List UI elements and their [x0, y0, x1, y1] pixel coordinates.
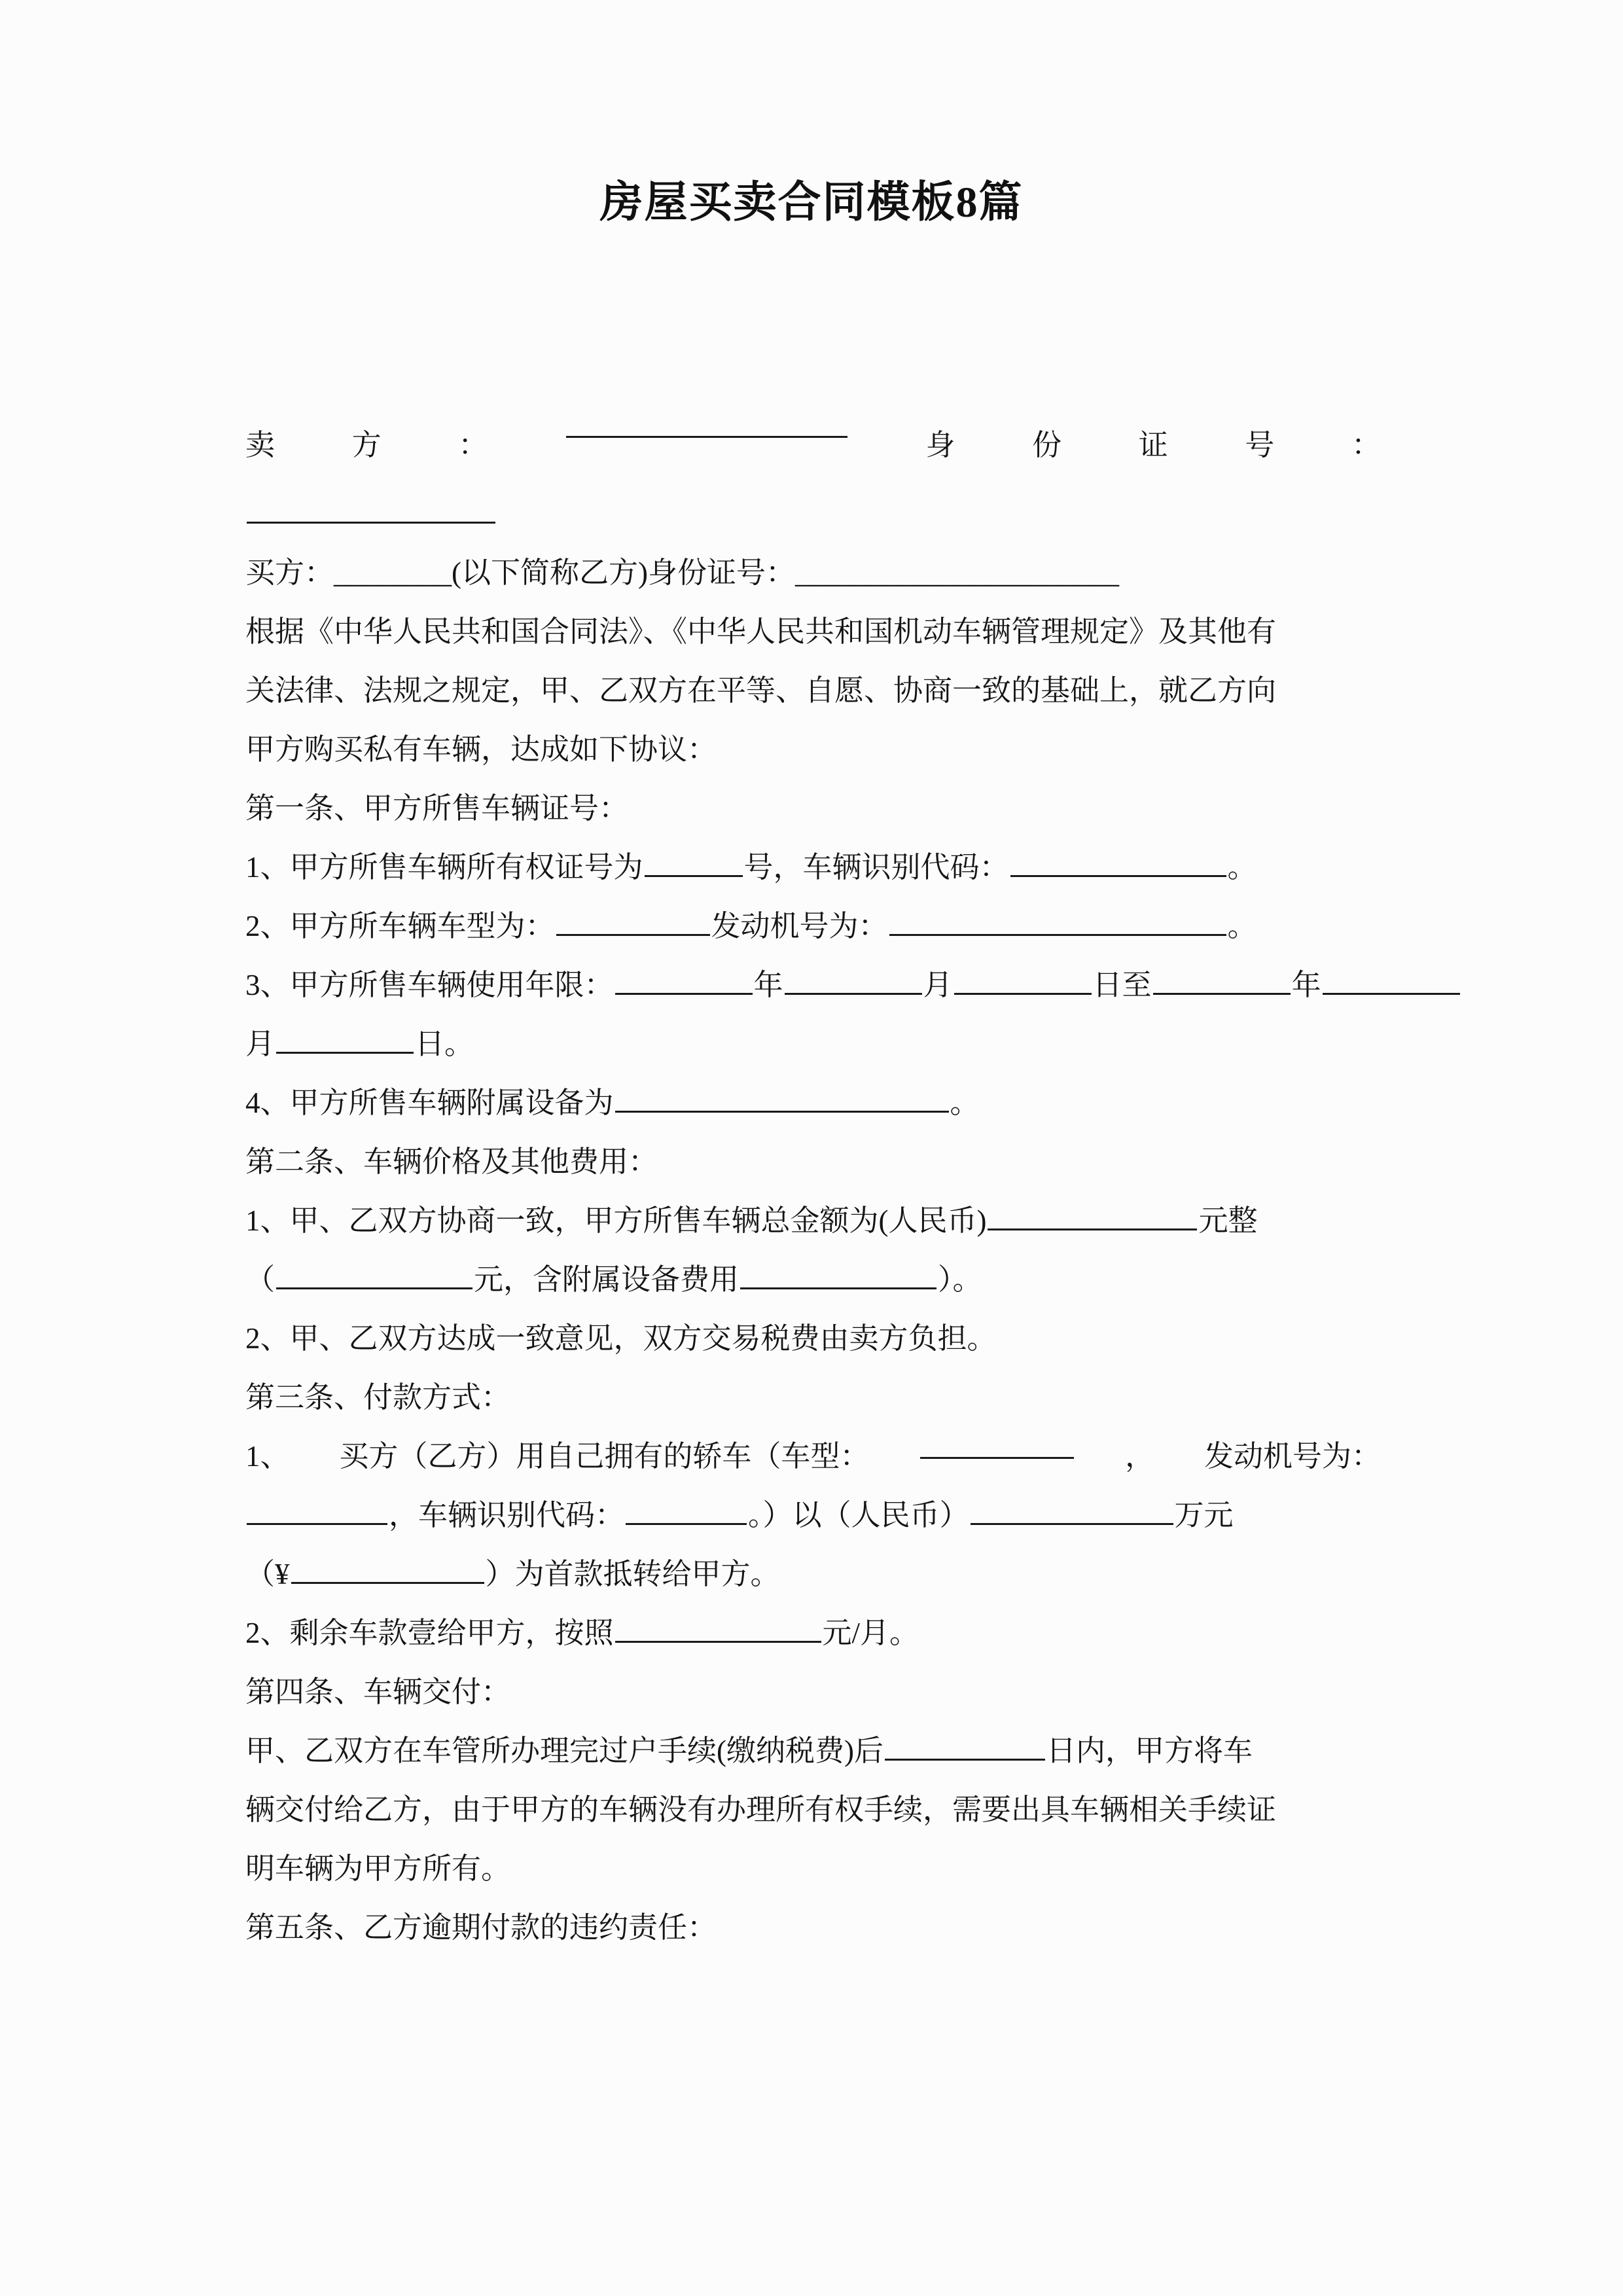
article-1-item-4-text-b: 。 — [950, 1086, 980, 1119]
vehicle-model-blank[interactable] — [556, 904, 710, 936]
article-2-item-1-wrap-text-c: ）。 — [938, 1263, 982, 1296]
article-1-item-4-text-a: 4、甲方所售车辆附属设备为 — [245, 1086, 614, 1119]
id-char-3: 证 — [1138, 429, 1168, 461]
buyer-car-value-blank[interactable] — [971, 1493, 1173, 1525]
article-3-heading: 第三条、付款方式： — [245, 1381, 511, 1414]
article-3-item-1-wrap2-text-a: （¥ — [245, 1558, 290, 1590]
id-char-1: 身 — [925, 429, 955, 461]
use-start-year-blank[interactable] — [615, 963, 753, 995]
article-1-item-3-text-a: 3、甲方所售车辆使用年限： — [245, 969, 614, 1001]
article-1-item-1-text-a: 1、甲方所售车辆所有权证号为 — [245, 851, 643, 884]
ownership-cert-no-blank[interactable] — [645, 845, 743, 877]
article-4-item-1 — [245, 1721, 1381, 1780]
total-amount-blank[interactable] — [988, 1198, 1197, 1230]
seller-name-blank[interactable] — [566, 406, 847, 438]
engine-no-blank[interactable] — [889, 904, 1226, 936]
accessory-equipment-blank[interactable] — [615, 1081, 949, 1113]
document-body — [245, 406, 1381, 1957]
article-1-item-1-text-c: 。 — [1227, 851, 1257, 884]
seller-line — [245, 406, 1381, 484]
article-1-item-3-text-d: 日至 — [1092, 969, 1152, 1001]
article-3-item-1-wrap-text-d: 万元 — [1174, 1499, 1234, 1532]
delivery-days-blank[interactable] — [885, 1729, 1045, 1761]
article-2-item-1-wrap-text-b: 元，含附属设备费用 — [474, 1263, 740, 1296]
article-3-item-1-wrap — [245, 1486, 1381, 1545]
article-2-heading: 第二条、车辆价格及其他费用： — [245, 1145, 658, 1178]
article-2-item-1-text-a: 1、甲、乙双方协商一致，甲方所售车辆总金额为(人民币) — [245, 1204, 987, 1237]
article-1-item-2-text-a: 2、甲方所车辆车型为： — [245, 910, 555, 942]
article-5-heading: 第五条、乙方逾期付款的违约责任： — [245, 1911, 717, 1944]
monthly-payment-blank[interactable] — [615, 1611, 821, 1643]
id-char-2: 份 — [1032, 429, 1062, 461]
article-4-heading: 第四条、车辆交付： — [245, 1676, 511, 1708]
article-1-item-3-text-e: 年 — [1291, 969, 1321, 1001]
buyer-line: 买方：________(以下简称乙方)身份证号：______________________ — [245, 556, 1119, 589]
article-1-item-3-wrap — [245, 1014, 1381, 1073]
use-end-day-blank[interactable] — [276, 1022, 414, 1054]
preamble-line-1: 根据《中华人民共和国合同法》、《中华人民共和国机动车辆管理规定》及其他有 — [245, 615, 1277, 648]
preamble-line-3: 甲方购买私有车辆，达成如下协议： — [245, 733, 717, 766]
article-1-item-1 — [245, 838, 1381, 897]
buyer-car-engine-no-blank[interactable] — [247, 1493, 387, 1525]
use-end-month-blank[interactable] — [1323, 963, 1460, 995]
article-2-item-1-text-b: 元整 — [1198, 1204, 1258, 1237]
article-3-item-1-wrap2-text-b: ）为首款抵转给甲方。 — [485, 1558, 780, 1590]
article-1-item-3 — [245, 956, 1381, 1014]
buyer-car-model-blank[interactable] — [920, 1427, 1074, 1459]
article-3-item-2 — [245, 1604, 1381, 1662]
seller-id-continuation-line — [245, 484, 1381, 543]
article-1-item-4 — [245, 1073, 1381, 1132]
article-4-item-1-text-a: 甲、乙双方在车管所办理完过户手续(缴纳税费)后 — [245, 1734, 883, 1767]
article-4-item-1-wrap-2: 明车辆为甲方所有。 — [245, 1852, 511, 1885]
seller-label-char-1: 卖 — [245, 429, 276, 461]
use-start-month-blank[interactable] — [785, 963, 922, 995]
article-1-item-3-text-b: 年 — [753, 969, 783, 1001]
article-3-item-1-text-d: 发动机号为： — [1204, 1440, 1381, 1473]
article-3-item-2-text-a: 2、剩余车款壹给甲方，按照 — [245, 1617, 614, 1649]
buyer-car-vin-blank[interactable] — [626, 1493, 747, 1525]
amount-numeric-blank[interactable] — [276, 1257, 473, 1289]
vin-code-blank[interactable] — [1010, 845, 1226, 877]
accessory-fee-blank[interactable] — [740, 1257, 936, 1289]
seller-label-char-2: 方 — [351, 429, 382, 461]
article-1-item-3-text-c: 月 — [923, 969, 953, 1001]
article-1-item-1-text-b: 号，车辆识别代码： — [743, 851, 1009, 884]
article-2-item-1 — [245, 1191, 1381, 1250]
article-3-item-1-comma: ， — [1125, 1440, 1155, 1473]
article-2-item-2: 2、甲、乙双方达成一致意见，双方交易税费由卖方负担。 — [245, 1322, 997, 1355]
article-1-heading: 第一条、甲方所售车辆证号： — [245, 792, 629, 825]
article-4-item-1-wrap: 辆交付给乙方，由于甲方的车辆没有办理所有权手续，需要出具车辆相关手续证 — [245, 1793, 1277, 1826]
down-payment-numeric-blank[interactable] — [291, 1552, 484, 1584]
article-2-item-1-wrap — [245, 1250, 1381, 1309]
article-2-item-1-wrap-text-a: （ — [245, 1263, 276, 1296]
id-colon: ： — [1351, 429, 1381, 461]
article-1-item-3-wrap-text-b: 日。 — [415, 1028, 474, 1060]
seller-colon: ： — [458, 429, 488, 461]
page-title: 房屋买卖合同模板8篇 — [599, 179, 1024, 226]
article-3-item-1 — [245, 1427, 1381, 1486]
seller-id-blank[interactable] — [247, 492, 495, 524]
article-1-item-2-text-b: 发动机号为： — [711, 910, 888, 942]
article-3-item-1-wrap-text-c: 。）以（人民币） — [748, 1499, 969, 1532]
article-3-item-2-text-b: 元/月。 — [822, 1617, 919, 1649]
use-start-day-blank[interactable] — [954, 963, 1092, 995]
id-char-4: 号 — [1245, 429, 1275, 461]
article-1-item-3-wrap-text-a: 月 — [245, 1028, 276, 1060]
use-end-year-blank[interactable] — [1153, 963, 1291, 995]
article-1-item-2 — [245, 897, 1381, 956]
article-3-item-1-wrap-2 — [245, 1545, 1381, 1604]
article-4-item-1-text-b: 日内，甲方将车 — [1046, 1734, 1253, 1767]
preamble-line-2: 关法律、法规之规定，甲、乙双方在平等、自愿、协商一致的基础上，就乙方向 — [245, 674, 1277, 707]
article-1-item-2-text-c: 。 — [1227, 910, 1257, 942]
article-3-item-1-wrap-text-b: ，车辆识别代码： — [389, 1499, 625, 1532]
article-3-item-1-number: 1、 — [245, 1440, 290, 1473]
article-3-item-1-text-b: 买方（乙方）用自己拥有的轿车（车型： — [339, 1440, 870, 1473]
